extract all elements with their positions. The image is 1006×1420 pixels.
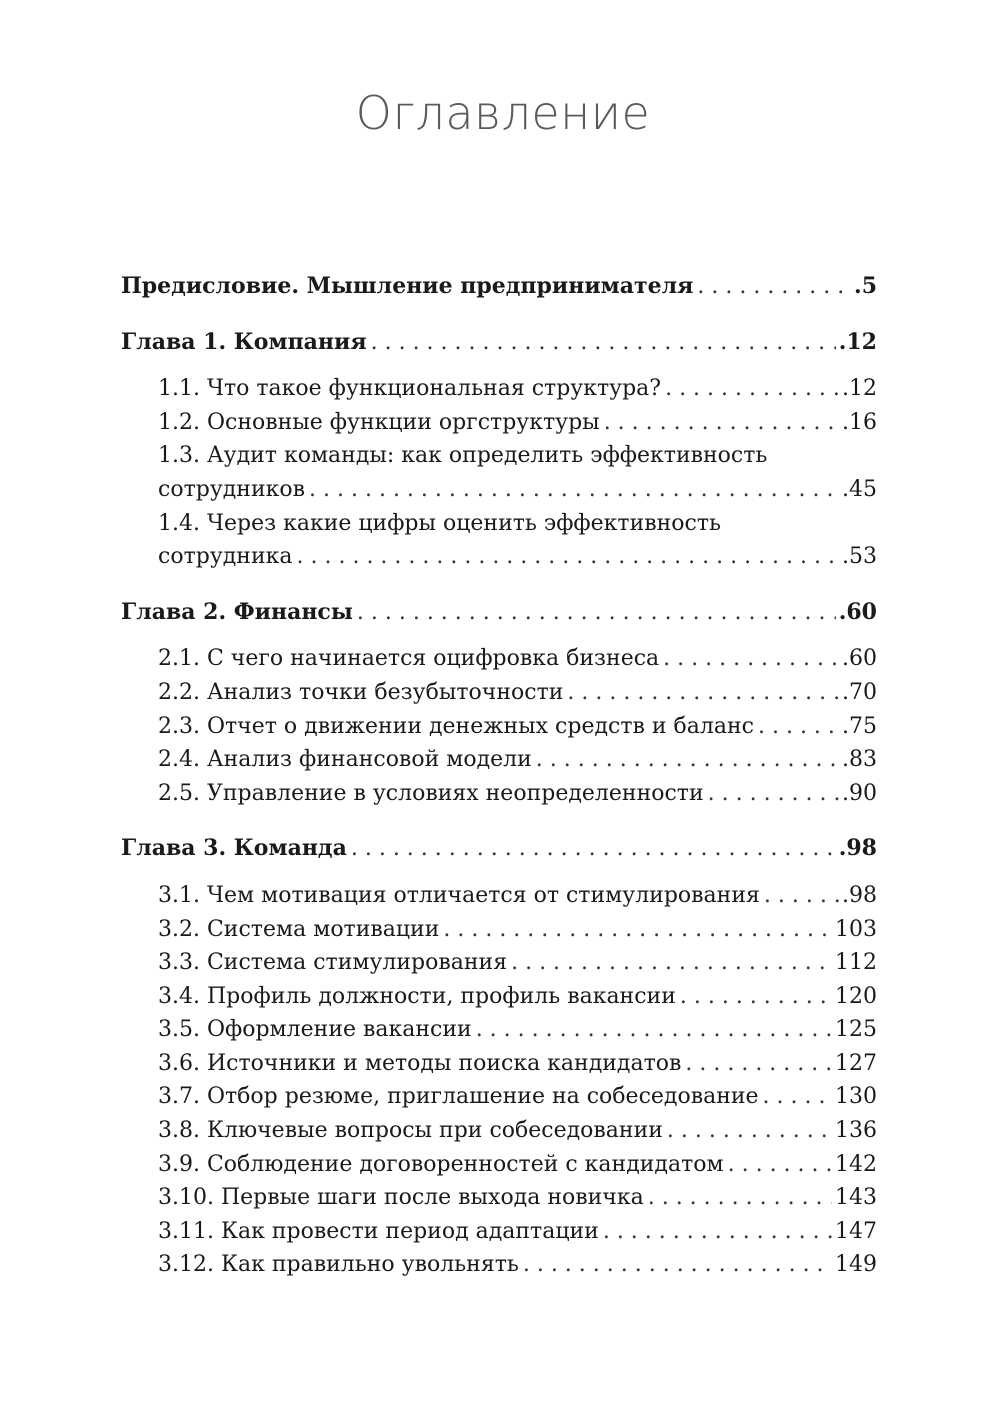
toc-leader-dots [763,1080,832,1114]
toc-leader-dots [758,710,839,744]
toc-entry-title: 3.1. Чем мотивация отличается от стимулирования [158,882,760,908]
toc-leader-dots [764,879,839,913]
toc-entry-page: 130 [835,1084,877,1110]
toc-entry-1-4-line1[interactable]: 1.4. Через какие цифры оценить эффективность [158,510,722,536]
toc-entry-title: Глава 1. Компания [121,328,367,355]
toc-leader-dots [680,980,832,1014]
toc-entry-page: 112 [835,950,877,976]
toc-entry-page: .12 [842,376,877,402]
toc-entry-title: 3.9. Соблюдение договоренностей с кандидатом [158,1151,724,1177]
toc-entry-title: 3.10. Первые шаги после выхода новичка [158,1185,644,1211]
toc-entry-1-2[interactable] [121,406,877,440]
toc-leader-dots [511,946,832,980]
toc-entry-title: сотрудника [158,544,293,570]
toc-entry-page: 149 [835,1252,877,1278]
toc-entry-page: 147 [835,1218,877,1244]
toc-entry-1-4[interactable] [121,540,877,574]
toc-entry-title: Глава 2. Финансы [121,598,353,625]
toc-leader-dots [697,270,851,304]
toc-entry-page: .98 [838,835,877,862]
toc-entry-title: 1.2. Основные функции оргструктуры [158,409,600,435]
toc-leader-dots [351,832,836,866]
toc-leader-dots [309,473,839,507]
toc-entry-title: сотрудников [158,476,306,502]
toc-leader-dots [357,596,836,630]
toc-leader-dots [604,406,839,440]
toc-leader-dots [476,1013,832,1047]
toc-entry-3-11[interactable] [121,1215,877,1249]
toc-entry-title: 3.5. Оформление вакансии [158,1017,472,1043]
toc-entry-preface[interactable] [121,270,877,304]
toc-entry-3-2[interactable] [121,913,877,947]
toc-entry-page: 120 [835,983,877,1009]
toc-entry-3-7[interactable] [121,1080,877,1114]
toc-entry-page: .60 [842,646,877,672]
toc-entry-page: .60 [838,598,877,625]
toc-leader-dots [443,913,832,947]
toc-leader-dots [665,372,839,406]
toc-leader-dots [603,1215,832,1249]
toc-entry-page: .53 [842,544,877,570]
toc-entry-title: 3.8. Ключевые вопросы при собеседовании [158,1118,663,1144]
toc-entry-title: 2.4. Анализ финансовой модели [158,747,532,773]
toc-leader-dots [648,1181,832,1215]
toc-entry-page: 136 [835,1118,877,1144]
toc-entry-page: .75 [842,713,877,739]
toc-entry-page: .83 [842,747,877,773]
toc-entry-page: 143 [835,1185,877,1211]
toc-entry-3-4[interactable] [121,980,877,1014]
toc-leader-dots [667,1114,832,1148]
toc-entry-3-10[interactable] [121,1181,877,1215]
toc-entry-3-6[interactable] [121,1047,877,1081]
toc-entry-1-3-line1[interactable]: 1.3. Аудит команды: как определить эффективность [158,443,768,469]
toc-entry-page: 103 [835,916,877,942]
toc-leader-dots [567,676,839,710]
toc-leader-dots [523,1248,832,1282]
toc-entry-3-5[interactable] [121,1013,877,1047]
toc-leader-dots [728,1148,832,1182]
toc-entry-title: 3.3. Система стимулирования [158,950,508,976]
toc-entry-3-3[interactable] [121,946,877,980]
toc-entry-1-3[interactable] [121,473,877,507]
toc-entry-page: .5 [854,273,877,299]
toc-entry-title: 3.2. Система мотивации [158,916,440,942]
toc-entry-title: 3.7. Отбор резюме, приглашение на собеседование [158,1084,759,1110]
toc-entry-title: 3.12. Как правильно увольнять [158,1252,519,1278]
toc-entry-page: .90 [842,780,877,806]
toc-entry-title: 1.1. Что такое функциональная структура? [158,376,662,402]
toc-entry-chapter-3[interactable] [121,832,877,866]
toc-leader-dots [297,540,839,574]
toc-entry-2-4[interactable] [121,743,877,777]
table-of-contents [121,270,877,1282]
toc-leader-dots [685,1047,832,1081]
toc-entry-2-5[interactable] [121,777,877,811]
toc-entry-title: 2.1. С чего начинается оцифровка бизнеса [158,646,660,672]
toc-entry-3-12[interactable] [121,1248,877,1282]
toc-entry-3-9[interactable] [121,1148,877,1182]
toc-entry-page: .16 [842,409,877,435]
toc-entry-page: 125 [835,1017,877,1043]
toc-entry-3-8[interactable] [121,1114,877,1148]
toc-leader-dots [708,777,839,811]
toc-entry-page: 127 [835,1050,877,1076]
toc-entry-chapter-1[interactable] [121,326,877,360]
toc-leader-dots [536,743,839,777]
toc-entry-title: 2.5. Управление в условиях неопределенности [158,780,704,806]
toc-entry-title: 2.2. Анализ точки безубыточности [158,679,564,705]
page-title: Оглавление [355,86,651,140]
toc-entry-title: 2.3. Отчет о движении денежных средств и баланс [158,713,754,739]
toc-entry-title: Предисловие. Мышление предпринимателя [121,273,694,299]
toc-entry-title: 3.4. Профиль должности, профиль вакансии [158,983,676,1009]
toc-entry-title: Глава 3. Команда [121,835,347,862]
toc-leader-dots [663,642,839,676]
toc-entry-page: .45 [842,476,877,502]
toc-entry-3-1[interactable] [121,879,877,913]
toc-entry-title: 3.6. Источники и методы поиска кандидатов [158,1050,682,1076]
toc-entry-page: 142 [835,1151,877,1177]
toc-entry-2-1[interactable] [121,642,877,676]
toc-entry-page: .98 [842,882,877,908]
toc-entry-chapter-2[interactable] [121,596,877,630]
toc-entry-2-3[interactable] [121,710,877,744]
toc-entry-page: .12 [838,328,877,355]
toc-entry-2-2[interactable] [121,676,877,710]
toc-entry-page: .70 [842,679,877,705]
toc-entry-title: 3.11. Как провести период адаптации [158,1218,599,1244]
toc-entry-1-1[interactable] [121,372,877,406]
toc-leader-dots [371,326,836,360]
